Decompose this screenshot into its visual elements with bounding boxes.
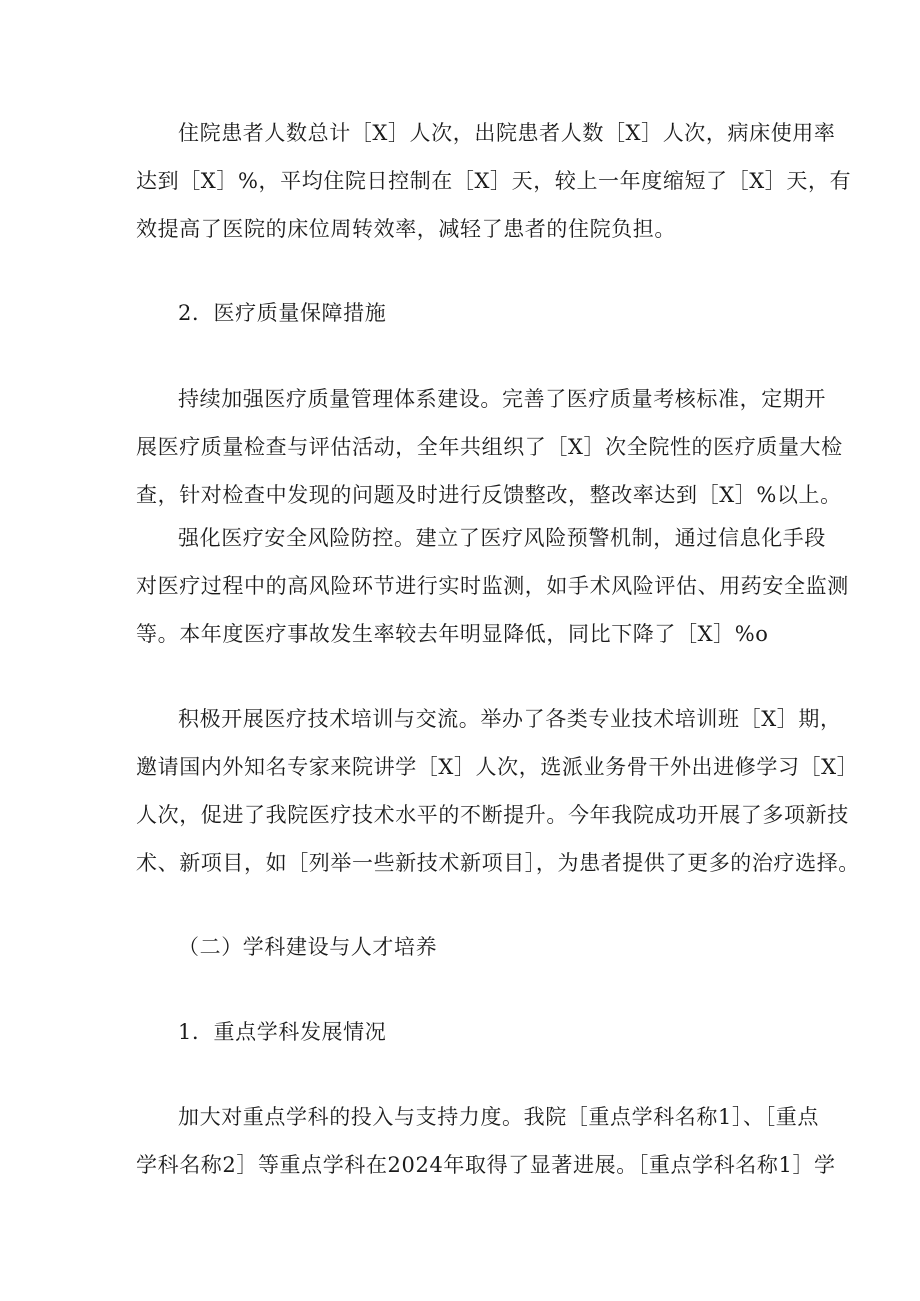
paragraph-line: 对医疗过程中的高风险环节进行实时监测，如手术风险评估、用药安全监测 bbox=[136, 574, 849, 598]
paragraph-line: 术、新项目，如［列举一些新技术新项目］，为患者提供了更多的治疗选择。 bbox=[136, 851, 860, 875]
paragraph-line: 强化医疗安全风险防控。建立了医疗风险预警机制，通过信息化手段 bbox=[178, 526, 826, 550]
discipline-talent-heading: （二）学科建设与人才培养 bbox=[178, 935, 438, 959]
paragraph-line: 效提高了医院的床位周转效率，减轻了患者的住院负担。 bbox=[136, 217, 676, 241]
paragraph-line: 等。本年度医疗事故发生率较去年明显降低，同比下降了［X］%o bbox=[136, 622, 769, 646]
quality-measures-heading: 2．医疗质量保障措施 bbox=[178, 301, 387, 325]
paragraph-line: 学科名称2］等重点学科在2024年取得了显著进展。［重点学科名称1］学 bbox=[136, 1153, 836, 1177]
paragraph-line: 达到［X］%，平均住院日控制在［X］天，较上一年度缩短了［X］天，有 bbox=[136, 169, 852, 193]
paragraph-line: 展医疗质量检查与评估活动，全年共组织了［X］次全院性的医疗质量大检 bbox=[136, 435, 843, 459]
paragraph-line: 邀请国内外知名专家来院讲学［X］人次，选派业务骨干外出进修学习［X］ bbox=[136, 755, 859, 779]
paragraph-line: 人次，促进了我院医疗技术水平的不断提升。今年我院成功开展了多项新技 bbox=[136, 803, 849, 827]
paragraph-line: 查，针对检查中发现的问题及时进行反馈整改，整改率达到［X］%以上。 bbox=[136, 483, 842, 507]
paragraph-line: 积极开展医疗技术培训与交流。举办了各类专业技术培训班［X］期， bbox=[178, 707, 842, 731]
paragraph-line: 住院患者人数总计［X］人次，出院患者人数［X］人次，病床使用率 bbox=[178, 121, 836, 145]
paragraph-line: 持续加强医疗质量管理体系建设。完善了医疗质量考核标准，定期开 bbox=[178, 387, 826, 411]
paragraph-line: 加大对重点学科的投入与支持力度。我院［重点学科名称1］、［重点 bbox=[178, 1105, 819, 1129]
key-discipline-heading: 1．重点学科发展情况 bbox=[178, 1020, 387, 1044]
